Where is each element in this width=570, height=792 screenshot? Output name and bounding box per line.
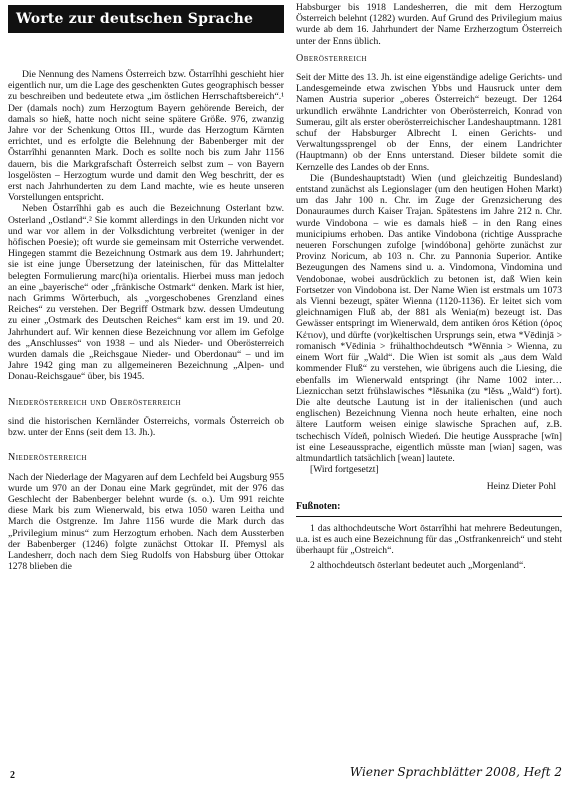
page-number: 2 [10,770,15,781]
continuation-paragraph: Habsburger bis 1918 Landesherren, die mit dem Herzogtum Österreich belehnt (1282) wurden. Auf Grund des Privilegium maius wurde ab dem 16. Jahrhundert der Name Erzherzogtum Österreich unter der Enns üblich. [296,2,562,47]
left-column [8,0,284,792]
heading-oberoesterreich: Oberösterreich [296,52,368,64]
intro-paragraph-2: Neben Ōstarrîhhi gab es auch die Bezeichnung Osterlant bzw. Osterland „Ostland“.² Sie kommt allerdings in den Urkunden nicht vor und war vor allem in der Volksdichtung verbreitet (weniger in der höfischen Poesie); oft wurde sie gemeinsam mit Osterriche verwendet. Hingegen stammt die Bezeichnung Ostmark aus dem 19. Jahrhundert; sie ist eine junge Übersetzung der lateinischen, für das Mittelalter belegten Formulierung marc(hi)a orientalis. Hierbei muss man jedoch an eine „bayerische“ oder „fränkische Ostmark“ denken. Mark ist hier, nach Grimms Wörterbuch, als „vorgeschobenes Grenzland eines Reiches“ zu verstehen. Der Begriff Ostmark bzw. dessen Umdeutung zu einer „Ostmark des Deutschen Reiches“ kam erst im 19. und 20. Jahrhundert auf. Wir kennen diese Bezeichnung vor allem im Gefolge des „Anschlusses“ von 1938 – und als Nieder- und Oberösterreich wurden damals die „Reichsgaue Nieder- und Oberdonau“ – und im Jahre 1942 ging man zu allgemeineren Bezeichnung „Alpen- und Donau-Reichsgaue“ über, bis 1945. [8,203,284,383]
footnote-2: 2 althochdeutsch ōsterlant bedeutet auch „Morgenland“. [310,560,526,572]
wien-paragraph: Die (Bundeshauptstadt) Wien (und gleichzeitig Bundesland) entstand zunächst als Legionslager (um den heutigen Hohen Markt) um das Jahr 100 n. Chr. im Zuge der Grenzsicherung des Donauraumes durch Kaiser Trajan. Spätestens im Jahre 212 n. Chr. wurde Vindobona – wie es damals hieß – in den Rang eines municipiums erhoben. Das antike Vindobona (richtige Aussprache neueren Forschungen zufolge [windóbona] gehörte zunächst zur Provinz Noricum, ab 103 n. Chr. zu Pannonia Superior. Antike Bezeugungen des Namens sind u. a. Vindomona, Vindomina und Vendobonae, wobei ausdrücklich zu betonen ist, daß Wien kein Fortsetzer von Vindobona ist. Der Name Wien ist erstmals um 1073 als Vienni bezeugt, später Wienna (1120-1136). Er leitet sich vom gleichnamigen Fluß ab, der 881 als Wenia(m) bezeugt ist. Das Gewässer entspringt im Wienerwald, dem antiken óros Kétion (όρος Κέτιον), und dürfte (vor)keltischen Ursprungs sein, etwa *Vēdinjā > romanisch *Vēdinia > frühalthochdeutsch *Wēnnia > Wienna, zu einem Wort für „Wald“. Die Wien ist somit als „aus dem Wald kommender Fluß“ zu verstehen, wie übrigens auch die Liesing, die ebenfalls im Wienerwald entspringt (ihr Name 1002 inter… Lieznicchan setzt frühslawisches *lěsьnika (zu *lěsъ „Wald“) fort). Die alte deutsche Lautung ist in der italienischen (und auch englischen) Bezeichnung Vienna noch heute erhalten, eine noch ältere Lautform weisen einige slawische Sprachen auf, z.B. tschechisch Vídeň, polnisch Wiedeń. Die heutige Aussprache [wīn] ist eine Leseaussprache, eigentlich müsste man [wiən] sagen, was altmundartlich tatsächlich [wean] lautete. [296,172,562,464]
continued-note: [Wird fortgesetzt] [310,464,379,476]
oberoesterreich-paragraph: Seit der Mitte des 13. Jh. ist eine eigenständige adelige Gerichts- und Landesgemeinde etwa zwischen Ybbs und Hausruck unter dem Namen Austria superior „oberes Österreich“ bezeugt. Der 1264 urkundlich erwähnte Landrichter von Oberösterreich, Konrad von Sumerau, gilt als erster oberösterreichischer Landeshauptmann. 1281 schuf der Habsburger Albrecht I. einen Gerichts- und Verwaltungssprengel ob der Enns, der einem Landrichter (Hauptmann) ob der Enns unterstand. Dieser bildete somit die Kernzelle des Landes ob der Enns. [296,72,562,173]
footnotes-title: Fußnoten: [296,500,341,512]
intro-paragraph-1: Die Nennung des Namens Österreich bzw. Ōstarrîhhi geschieht hier eigentlich nur, um die Lage des geschenkten Gutes geographisch besser zu beschreiben und bedeutete etwa „im östlichen Herrschaftsbereich“.¹ Der (damals noch) zum Herzogtum Bayern gehörende Bereich, der damals so hieß, hatte noch nicht seine spätere Größe. 976, zwanzig Jahre vor der Schenkung Ottos III., wurde das Herzogtum Kärnten errichtet, und es erfolgte die Belehnung der Babenberger mit der Ōstarrîhhi genannten Mark. Doch es sollte noch bis zum Jahr 1156 dauern, bis die Markgrafschaft Österreich selbst zum – von Bayern losgelösten – Herzogtum wurde und damit den Weg beschritt, der es erst nach Jahrhunderten zu dem Land machte, wie es heute unseren Vorstellungen entspricht. [8,69,284,204]
right-column [296,0,562,792]
noe-ooe-paragraph: sind die historischen Kernländer Österreichs, vormals Österreich ob bzw. unter der Enns (seit dem 13. Jh.). [8,415,284,439]
footnote-1: 1 das althochdeutsche Wort ōstarrîhhi hat mehrere Bedeutungen, u.a. ist es auch eine Bezeichnung für das „Ostfrankenreich“ und steht überhaupt für „Ostreich“. [296,522,562,557]
article-title: Worte zur deutschen Sprache [8,5,284,33]
heading-niederoesterreich: Niederösterreich [8,452,87,464]
niederoesterreich-paragraph: Nach der Niederlage der Magyaren auf dem Lechfeld bei Augsburg 955 wurde um 970 an der Donau eine Mark gegründet, mit der 976 das Geschlecht der Babenberger belehnt wurde (s. o.). Um 991 reichte diese Mark bis zum Wienerwald, bis etwa 1050 waren Leitha und March die Ostgrenze. Im Jahre 1156 wurde die Mark durch das „Privilegium minus“ zum Herzogtum erhoben. Nach dem Aussterben der Babenberger (1246) folgte zunächst Ottokar II. Přemysl als Landesherr, doch nach dem Sieg Rudolfs von Habsburg über Ottokar 1278 blieben die [8,471,284,573]
footnotes-divider [296,516,562,517]
heading-noe-ooe: Niederösterreich und Oberösterreich [8,396,182,408]
author-signature: Heinz Dieter Pohl [486,481,556,493]
title-spacer [8,33,284,69]
journal-footer: Wiener Sprachblätter 2008, Heft 2 [349,765,562,779]
